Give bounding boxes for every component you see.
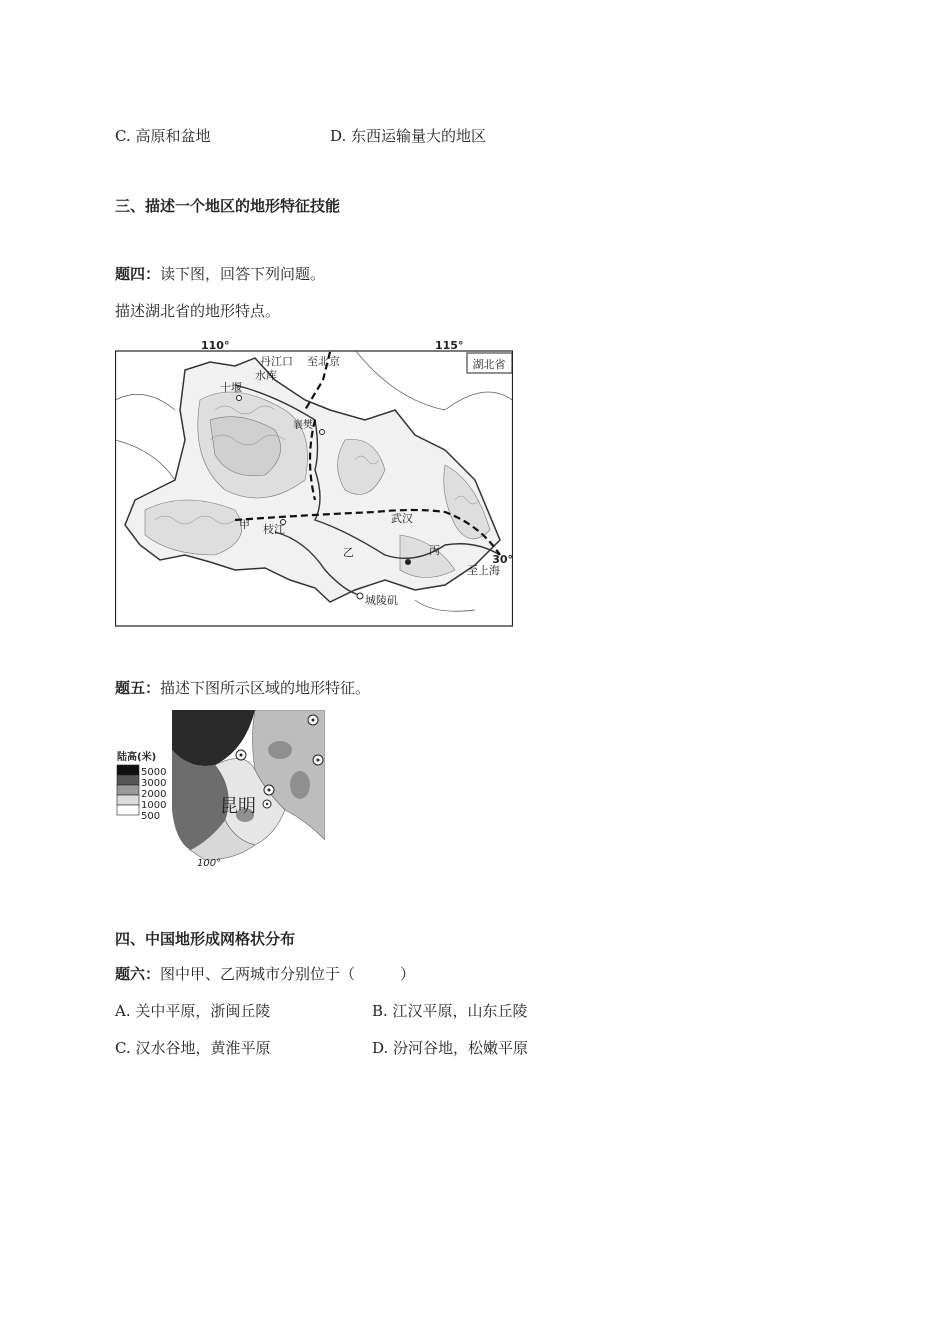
q6-option-a: A. 关中平原，浙闽丘陵 [115, 1002, 271, 1020]
place-to-beijing: 至北京 [307, 355, 340, 368]
kunming-relief-map [115, 710, 325, 870]
q6-option-b: B. 江汉平原，山东丘陵 [372, 1002, 528, 1020]
map2-lon-100: 100° [197, 858, 222, 869]
section3-heading: 三、描述一个地区的地形特征技能 [115, 197, 341, 215]
section4-heading: 四、中国地形成网格状分布 [115, 930, 296, 948]
map1-province-label: 湖北省 [472, 358, 506, 371]
legend-2000: 2000 [141, 789, 167, 800]
q5-prompt: 描述下图所示区域的地形特征。 [160, 679, 371, 697]
place-jia: 甲 [239, 518, 250, 531]
legend-1000: 1000 [141, 800, 167, 811]
map1-lon-110: 110° [201, 340, 230, 352]
q4-prompt: 读下图，回答下列问题。 [160, 265, 326, 283]
place-to-shanghai: 至上海 [467, 564, 500, 577]
place-bing: 丙 [429, 544, 440, 557]
place-wuhan: 武汉 [391, 512, 413, 525]
place-shiyan: 十堰 [220, 381, 242, 394]
map1-lat-30: 30° [492, 553, 513, 566]
hubei-map [115, 340, 513, 628]
place-kunming: 昆明 [220, 796, 256, 817]
legend-3000: 3000 [141, 778, 167, 789]
place-yi: 乙 [343, 546, 354, 559]
q4-task: 描述湖北省的地形特点。 [115, 302, 281, 320]
q5-stem [115, 678, 370, 698]
place-xiangfan: 襄樊 [293, 420, 313, 431]
q4-stem [115, 264, 325, 284]
place-danjiangkou-2: 水库 [255, 369, 277, 382]
q6-option-d: D. 汾河谷地，松嫩平原 [372, 1039, 529, 1057]
legend-5000: 5000 [141, 767, 167, 778]
q6-prompt: 图中甲、乙两城市分别位于（ ） [160, 965, 416, 983]
q6-label: 题六： [115, 965, 161, 983]
legend-title: 陆高(米) [117, 752, 157, 763]
place-chenglingji: 城陵矶 [365, 594, 398, 607]
q6-stem [115, 964, 415, 984]
q4-label: 题四： [115, 265, 161, 283]
q6-option-c: C. 汉水谷地，黄淮平原 [115, 1039, 271, 1057]
place-zhijiang: 枝江 [263, 523, 285, 536]
q3-option-d: D. 东西运输量大的地区 [330, 127, 487, 145]
legend-500: 500 [141, 811, 161, 822]
q5-label: 题五： [115, 679, 161, 697]
q3-option-c: C. 高原和盆地 [115, 127, 211, 145]
place-danjiangkou-1: 丹江口 [260, 355, 293, 368]
map1-lon-115: 115° [435, 340, 464, 352]
